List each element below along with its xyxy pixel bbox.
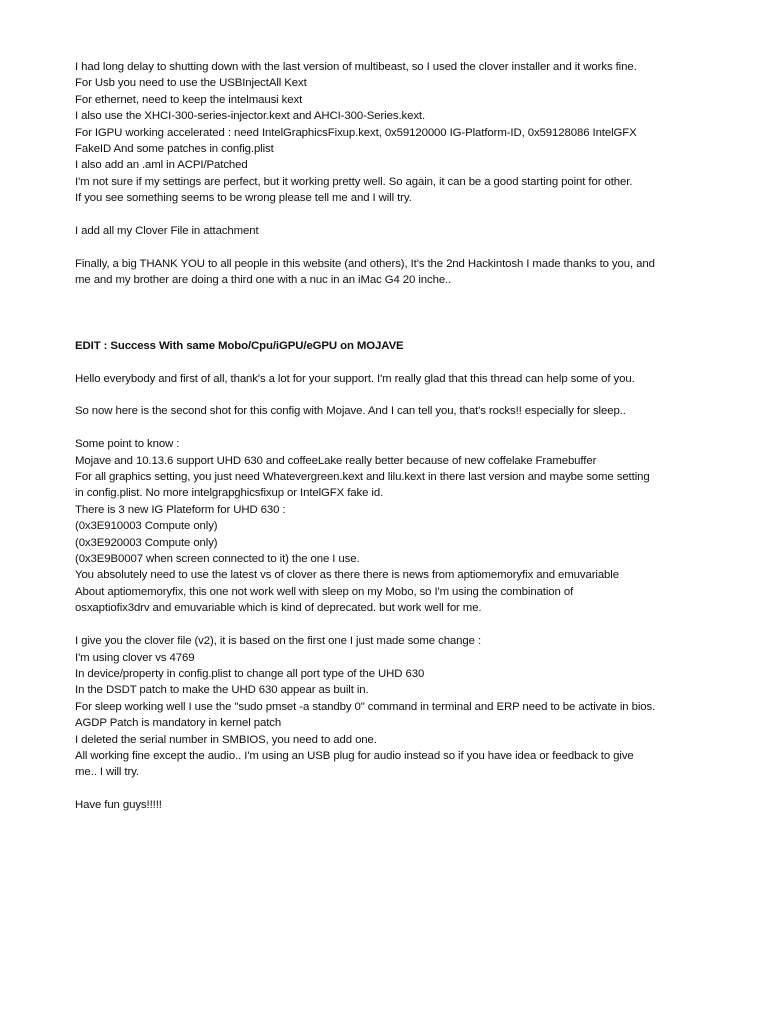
text-line: I deleted the serial number in SMBIOS, you need to add one. xyxy=(75,733,377,746)
text-line: in config.plist. No more intelgrapghicsfixup or IntelGFX fake id. xyxy=(75,487,384,500)
text-line: I also add an .aml in ACPI/Patched xyxy=(75,159,248,172)
text-line: I add all my Clover File in attachment xyxy=(75,225,259,238)
paragraph xyxy=(75,256,715,289)
text-line: EDIT : Success With same Mobo/Cpu/iGPU/eGPU on MOJAVE xyxy=(75,339,404,352)
document-body xyxy=(75,59,715,830)
paragraph xyxy=(75,436,715,616)
section-heading xyxy=(75,338,715,354)
text-line: Some point to know : xyxy=(75,438,180,451)
paragraph xyxy=(75,797,715,813)
text-line: For IGPU working accelerated : need IntelGraphicsFixup.kext, 0x59120000 IG-Platform-ID, 0x59128086 IntelGFX xyxy=(75,126,637,139)
text-line: For Usb you need to use the USBInjectAll Kext xyxy=(75,77,307,90)
text-line: Mojave and 10.13.6 support UHD 630 and coffeeLake really better because of new coffelake Framebuffer xyxy=(75,454,597,467)
paragraph xyxy=(75,633,715,781)
text-line: In device/property in config.plist to change all port type of the UHD 630 xyxy=(75,667,425,680)
text-line: I had long delay to shutting down with the last version of multibeast, so I used the clover installer and it works fine. xyxy=(75,61,637,73)
text-line: If you see something seems to be wrong please tell me and I will try. xyxy=(75,192,412,205)
text-line: I'm not sure if my settings are perfect, but it working pretty well. So again, it can be a good starting point for other. xyxy=(75,175,633,188)
text-line: (0x3E9B0007 when screen connected to it) the one I use. xyxy=(75,553,360,566)
paragraph xyxy=(75,305,715,321)
text-line: (0x3E920003 Compute only) xyxy=(75,536,218,549)
text-line: For sleep working well I use the "sudo pmset -a standby 0" command in terminal and ERP need to be activate in bios. xyxy=(75,700,656,713)
text-line: Finally, a big THANK YOU to all people in this website (and others), It's the 2nd Hackintosh I made thanks to you, and xyxy=(75,257,655,270)
paragraph xyxy=(75,371,715,387)
text-line: All working fine except the audio.. I'm using an USB plug for audio instead so if you have idea or feedback to give xyxy=(75,749,634,762)
text-line: You absolutely need to use the latest vs of clover as there there is news from aptiomemoryfix and emuvariable xyxy=(75,569,619,582)
text-line: In the DSDT patch to make the UHD 630 appear as built in. xyxy=(75,684,369,697)
text-line: For all graphics setting, you just need Whatevergreen.kext and lilu.kext in there last version and maybe some setting xyxy=(75,471,650,484)
text-line: AGDP Patch is mandatory in kernel patch xyxy=(75,717,282,730)
text-line: About aptiomemoryfix, this one not work well with sleep on my Mobo, so I'm using the combination of xyxy=(75,585,574,598)
text-line: I also use the XHCI-300-series-injector.kext and AHCI-300-Series.kext. xyxy=(75,110,426,123)
paragraph xyxy=(75,223,715,239)
text-line: osxaptiofix3drv and emuvariable which is kind of deprecated. but work well for me. xyxy=(75,602,482,615)
text-line: So now here is the second shot for this config with Mojave. And I can tell you, that's rocks!! especially for sleep.. xyxy=(75,405,626,418)
text-line: Have fun guys!!!!! xyxy=(75,799,162,812)
text-line: Hello everybody and first of all, thank's a lot for your support. I'm really glad that this thread can help some of you. xyxy=(75,372,635,385)
text-line xyxy=(75,305,715,321)
text-line: For ethernet, need to keep the intelmausi kext xyxy=(75,93,303,106)
text-line: me.. I will try. xyxy=(75,766,140,779)
text-line: There is 3 new IG Plateform for UHD 630 : xyxy=(75,503,286,516)
text-line: FakeID And some patches in config.plist xyxy=(75,143,274,156)
text-line: (0x3E910003 Compute only) xyxy=(75,520,218,533)
text-line: me and my brother are doing a third one with a nuc in an iMac G4 20 inche.. xyxy=(75,274,452,287)
paragraph xyxy=(75,403,715,419)
paragraph xyxy=(75,59,715,207)
text-line: I'm using clover vs 4769 xyxy=(75,651,195,664)
text-line: I give you the clover file (v2), it is based on the first one I just made some change : xyxy=(75,635,482,648)
